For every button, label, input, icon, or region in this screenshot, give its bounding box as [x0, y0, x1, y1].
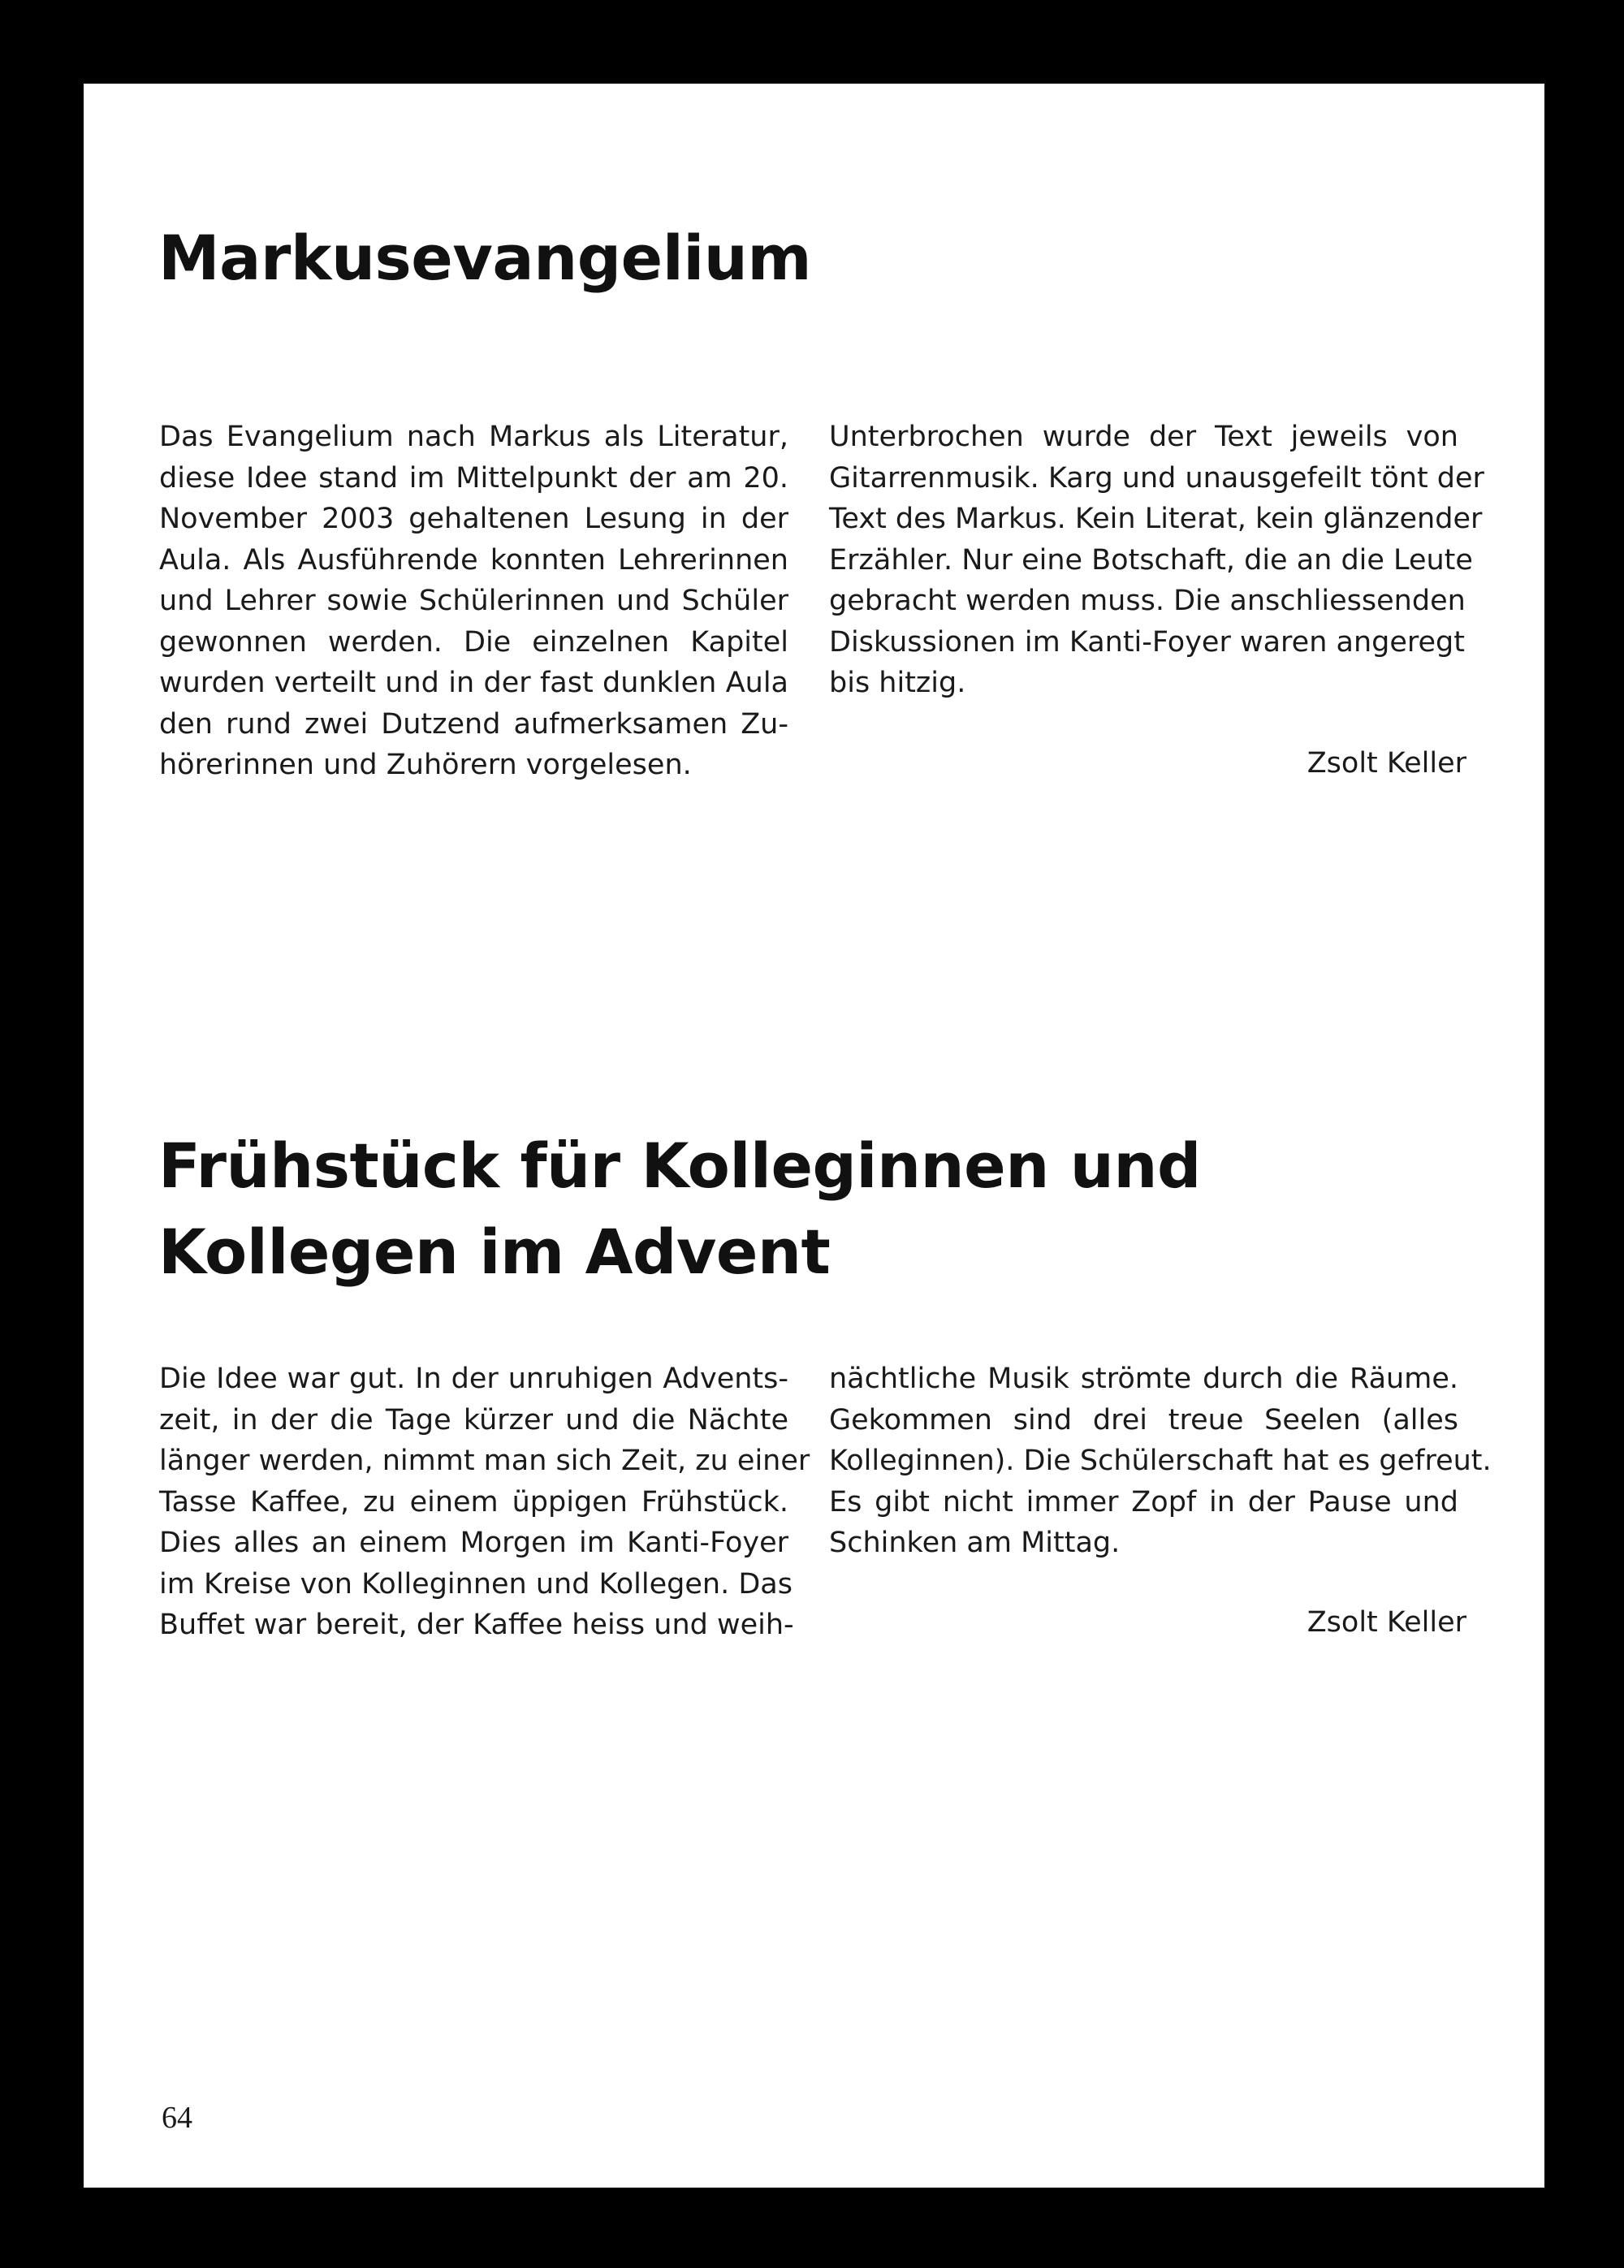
text-line: gebracht werden muss. Die anschliessenden	[829, 585, 1466, 617]
text-line: den rund zwei Dutzend aufmerksamen Zu-	[159, 707, 788, 741]
text-line: länger werden, nimmt man sich Zeit, zu einer	[159, 1445, 810, 1477]
text-line: Kolleginnen). Die Schülerschaft hat es gefreut.	[829, 1445, 1492, 1477]
text-line: Die Idee war gut. In der unruhigen Advents-	[159, 1363, 788, 1395]
text-line: nächtliche Musik strömte durch die Räume.	[829, 1363, 1458, 1395]
article-2-left-column	[159, 1359, 810, 1646]
text-line: Buffet war bereit, der Kaffee heiss und weih-	[159, 1609, 794, 1641]
text-line: im Kreise von Kolleginnen und Kollegen. Das	[159, 1567, 793, 1601]
text-line: Gekommen sind drei treue Seelen (alles	[829, 1403, 1458, 1436]
text-line: Diskussionen im Kanti-Foyer waren angeregt	[829, 625, 1465, 659]
text-line: hörerinnen und Zuhörern vorgelesen.	[159, 749, 692, 781]
title-line: Frühstück für Kolleginnen und	[158, 1130, 1201, 1202]
text-line: Text des Markus. Kein Literat, kein glänzender	[829, 503, 1483, 535]
text-line: Gitarrenmusik. Karg und unausgefeilt tönt der	[829, 461, 1484, 495]
article-title-fruehstueck	[158, 1123, 1376, 1295]
text-line: Tasse Kaffee, zu einem üppigen Frühstück.	[159, 1485, 788, 1518]
article-title-markusevangelium: Markusevangelium	[158, 222, 812, 294]
page-number: 64	[162, 2101, 192, 2135]
text-line: diese Idee stand im Mittelpunkt der am 20.	[159, 461, 788, 495]
text-line: bis hitzig.	[829, 667, 966, 699]
text-line: Das Evangelium nach Markus als Literatur,	[159, 421, 788, 453]
text-line: wurden verteilt und in der fast dunklen Aula	[159, 667, 788, 699]
text-line: Schinken am Mittag.	[829, 1527, 1121, 1559]
article-1-right-column	[829, 417, 1484, 704]
article-1-left-column	[159, 417, 788, 786]
text-line: Dies alles an einem Morgen im Kanti-Foyer	[159, 1527, 788, 1559]
article-1-author: Zsolt Keller	[1307, 747, 1466, 780]
text-line: Unterbrochen wurde der Text jeweils von	[829, 421, 1458, 453]
text-line: und Lehrer sowie Schülerinnen und Schüler	[159, 585, 788, 617]
article-2-right-column	[829, 1359, 1492, 1564]
article-2-author: Zsolt Keller	[1307, 1606, 1466, 1639]
text-line: gewonnen werden. Die einzelnen Kapitel	[159, 625, 788, 659]
title-line: Kollegen im Advent	[158, 1216, 831, 1288]
text-line: zeit, in der die Tage kürzer und die Nächte	[159, 1403, 788, 1436]
text-line: Es gibt nicht immer Zopf in der Pause und	[829, 1485, 1458, 1518]
document-page	[84, 84, 1544, 2188]
text-line: November 2003 gehaltenen Lesung in der	[159, 503, 788, 535]
text-line: Erzähler. Nur eine Botschaft, die an die Leute	[829, 543, 1473, 577]
text-line: Aula. Als Ausführende konnten Lehrerinnen	[159, 543, 788, 577]
